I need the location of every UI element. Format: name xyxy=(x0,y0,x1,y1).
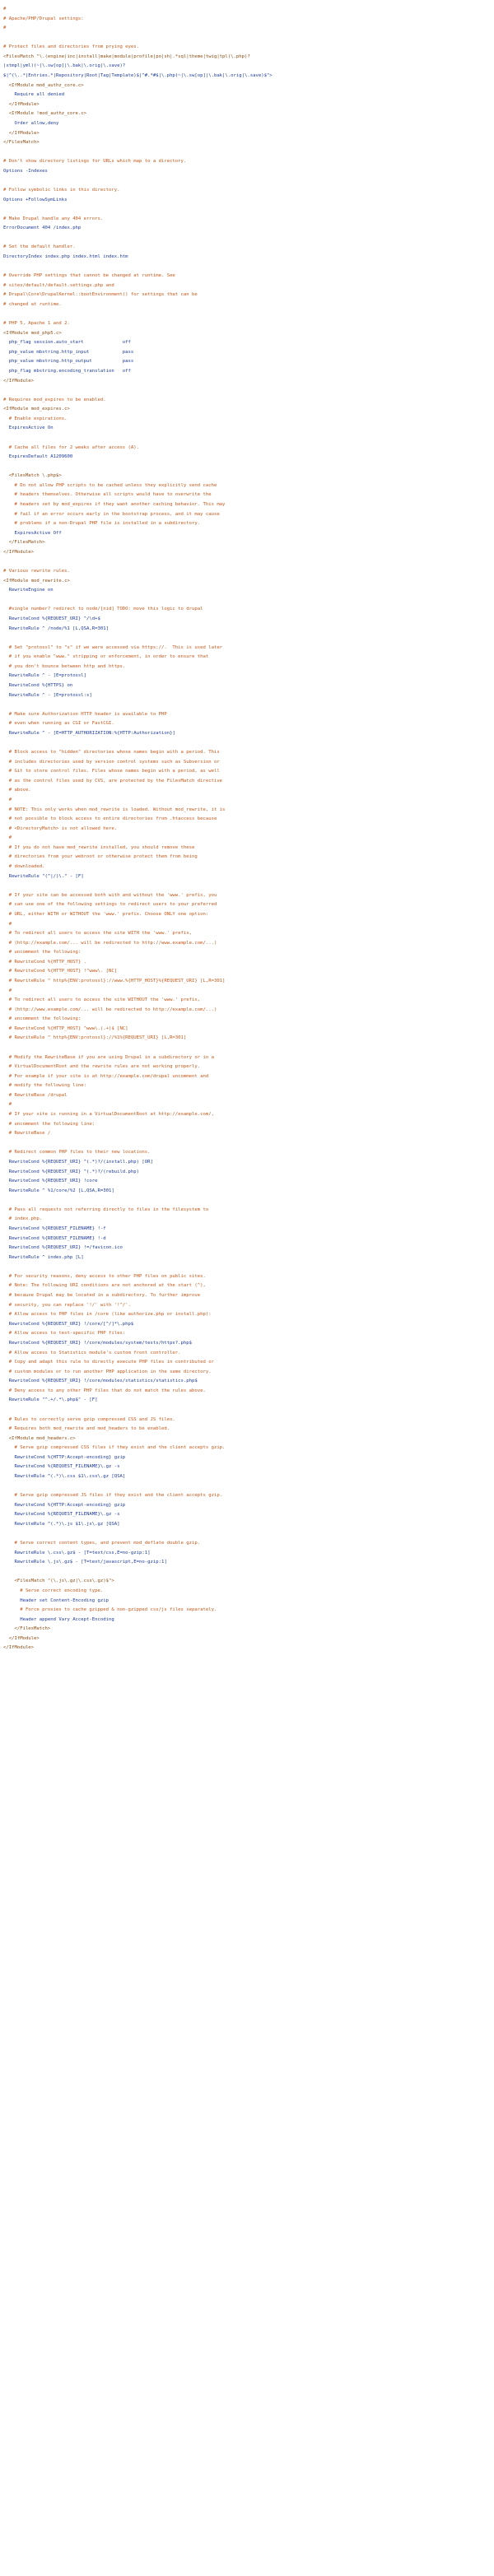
block-tag-line: </IfModule> xyxy=(3,1645,35,1651)
blank-line xyxy=(3,1406,494,1416)
directive-line: RewriteCond %{REQUEST_URI} !/core/[^/]*\.php$ xyxy=(3,1321,134,1327)
block-tag-line: </FilesMatch> xyxy=(3,540,45,546)
comment-line: # Git to store control files. Files whose names begin with a period, as well xyxy=(3,769,220,774)
comment-line: # RewriteRule ^ http%{ENV:protossl}://www.%{HTTP_HOST}%{REQUEST_URI} [L,R=301] xyxy=(3,978,226,983)
blank-line xyxy=(3,148,494,158)
directive-line: php_value mbstring.http_output pass xyxy=(3,359,134,365)
block-tag-line: </FilesMatch> xyxy=(3,140,40,146)
blank-line xyxy=(3,1568,494,1578)
comment-line: # downloaded. xyxy=(3,864,45,870)
comment-line: # index.php. xyxy=(3,1216,43,1222)
comment-line: # Serve gzip compressed JS files if they exist and the client accepts gzip. xyxy=(3,1493,223,1499)
comment-line: # Allow access to test-specific PHP files: xyxy=(3,1331,126,1337)
blank-line xyxy=(3,1262,494,1272)
directive-line: ExpiresActive On xyxy=(3,425,54,431)
blank-line xyxy=(3,634,494,644)
comment-line: # Block access to "hidden" directories whose names begin with a period. This xyxy=(3,750,220,756)
directive-line: RewriteCond %{REQUEST_URI} !/core/modules/system/tests/https?.php$ xyxy=(3,1340,193,1346)
directive-line: Order allow,deny xyxy=(3,120,59,126)
blank-line xyxy=(3,558,494,568)
directive-line: RewriteCond %{REQUEST_FILENAME} !-f xyxy=(3,1226,106,1231)
directive-line: Options +FollowSymLinks xyxy=(3,197,68,202)
blank-line xyxy=(3,739,494,749)
comment-line: # headers themselves. Otherwise all scripts would have to overwrite the xyxy=(3,492,212,498)
blank-line xyxy=(3,1044,494,1053)
blank-line xyxy=(3,463,494,472)
comment-line: # Redirect common PHP files to their new locations. xyxy=(3,1150,151,1155)
comment-line: # For example if your site is at http://example.com/drupal uncomment and xyxy=(3,1073,209,1079)
block-tag-line: </IfModule> xyxy=(3,130,40,136)
comment-line: # Do not allow PHP scripts to be cached unless they explicitly send cache xyxy=(3,482,217,488)
comment-line: # above. xyxy=(3,788,31,793)
comment-line: # because Drupal may be located in a subdirectory. To further improve xyxy=(3,1293,201,1299)
comment-line: # Copy and adapt this rule to directly execute PHP files in contributed or xyxy=(3,1360,214,1365)
directive-line: RewriteCond %{REQUEST_URI} ^(.*)?/(rebuild.php) xyxy=(3,1169,140,1174)
directive-line: ExpiresActive Off xyxy=(3,530,62,536)
directive-line: php_flag session.auto_start off xyxy=(3,340,131,346)
directive-line: RewriteRule "(^|/)\." - [F] xyxy=(3,873,84,879)
comment-line: # Apache/PHP/Drupal settings: xyxy=(3,16,84,21)
comment-line: # To redirect all users to access the site WITHOUT the 'www.' prefix, xyxy=(3,997,201,1003)
blank-line xyxy=(3,881,494,891)
block-tag-line: <IfModule mod_expires.c> xyxy=(3,407,70,412)
block-tag-line: <IfModule !mod_authz_core.c> xyxy=(3,111,87,117)
comment-line: # Set "protossl" to "s" if we were accessed via https://. This is used later xyxy=(3,644,223,650)
block-tag-line: <FilesMatch "\.(engine|inc|install|make|module|profile|po|sh|.*sql|theme|twig|tpl(\.php)? xyxy=(3,53,250,59)
comment-line: # (http://www.example.com/... will be redirected to http://example.com/...) xyxy=(3,1007,217,1012)
directive-line: Options -Indexes xyxy=(3,168,48,174)
comment-line: # Modify the RewriteBase if you are using Drupal in a subdirectory or in a xyxy=(3,1054,214,1060)
directive-line: RewriteRule ^ %1/core/%2 [L,QSA,R=301] xyxy=(3,1188,114,1193)
comment-line: # For security reasons, deny access to other PHP files on public sites. xyxy=(3,1273,206,1279)
directive-line: RewriteCond %{REQUEST_URI} !/core/modules/statistics/statistics.php$ xyxy=(3,1379,198,1384)
comment-line: # xyxy=(3,797,12,802)
block-tag-line: <FilesMatch "(\.js\.gz|\.css\.gz)$"> xyxy=(3,1579,114,1584)
directive-line: RewriteCond %{REQUEST_FILENAME}\.gz -s xyxy=(3,1512,120,1518)
comment-line: # Follow symbolic links in this directory. xyxy=(3,187,120,193)
comment-line: # RewriteBase / xyxy=(3,1131,51,1137)
directive-line: Header set Content-Encoding gzip xyxy=(3,1597,109,1603)
blank-line xyxy=(3,205,494,215)
comment-line: # Pass all requests not referring directly to files in the filesystem to xyxy=(3,1207,209,1212)
comment-line: # Force proxies to cache gzipped & non-gzipped css/js files separately. xyxy=(3,1607,217,1613)
comment-line: # headers set by mod_expires if they want another caching behavior. This may xyxy=(3,502,226,508)
directive-line: Header append Vary Accept-Encoding xyxy=(3,1616,114,1622)
comment-line: # Enable expirations. xyxy=(3,416,68,421)
comment-line: # changed at runtime. xyxy=(3,301,62,307)
directive-line: RewriteRule ^ index.php [L] xyxy=(3,1254,84,1260)
directive-line: ErrorDocument 404 /index.php xyxy=(3,226,82,231)
comment-line: # RewriteCond %{HTTP_HOST} ^www\.(.+)$ [NC] xyxy=(3,1025,128,1031)
block-tag-line: </FilesMatch> xyxy=(3,1626,51,1632)
directive-line: RewriteCond %{REQUEST_FILENAME}\.gz -s xyxy=(3,1464,120,1470)
comment-line: # uncomment the following: xyxy=(3,1016,82,1022)
comment-line: # NOTE: This only works when mod_rewrite is loaded. Without mod_rewrite, it is xyxy=(3,807,226,812)
comment-line: # xyxy=(3,921,12,927)
comment-line: # can use one of the following settings to redirect users to your preferred xyxy=(3,902,217,908)
comment-line: # xyxy=(3,1102,12,1108)
comment-line: # <DirectoryMatch> is not allowed here. xyxy=(3,825,118,831)
comment-line: # To redirect all users to access the site WITH the 'www.' prefix, xyxy=(3,931,193,937)
comment-line: # as the control files used by CVS, are protected by the FilesMatch directive xyxy=(3,778,223,783)
blank-line xyxy=(3,700,494,710)
comment-line: # If your site can be accessed both with and without the 'www.' prefix, you xyxy=(3,892,217,898)
comment-line: # Cache all files for 2 weeks after access (A). xyxy=(3,444,140,450)
comment-line: # PHP 5, Apache 1 and 2. xyxy=(3,321,70,327)
directive-line: DirectoryIndex index.php index.html index.htm xyxy=(3,254,128,260)
comment-line: #single number? redirect to node/[nid] TODO: move this logic to drupal xyxy=(3,607,203,612)
block-tag-line: <IfModule mod_rewrite.c> xyxy=(3,578,70,584)
comment-line: # xyxy=(3,988,12,993)
comment-line: # Protect files and directories from prying eyes. xyxy=(3,44,140,50)
directive-line: RewriteCond %{REQUEST_URI} ^/\d+$ xyxy=(3,616,100,621)
directive-line: $|^(\..*|Entries.*|Repository|Root|Tag|Template)$|^#.*#$|\.php(~|\.sw[op]|\.bak|\.orig|\.save)$"> xyxy=(3,73,273,79)
comment-line: # not possible to block access to entire directories from .htaccess because xyxy=(3,816,217,822)
block-tag-line: </IfModule> xyxy=(3,549,35,555)
comment-line: # Rules to correctly serve gzip compressed CSS and JS files. xyxy=(3,1416,175,1422)
directive-line: RewriteEngine on xyxy=(3,588,54,593)
directive-line: php_value mbstring.http_input pass xyxy=(3,349,134,355)
comment-line: # you don't bounce between http and https. xyxy=(3,663,126,669)
directive-line: RewriteCond %{HTTP:Accept-encoding} gzip xyxy=(3,1502,126,1508)
comment-line: # Serve gzip compressed CSS files if they exist and the client accepts gzip. xyxy=(3,1445,226,1451)
comment-line: # RewriteRule ^ http%{ENV:protossl}://%1%{REQUEST_URI} [L,R=301] xyxy=(3,1035,187,1041)
directive-line: RewriteRule ^ - [E=HTTP_AUTHORIZATION:%{HTTP:Authorization}] xyxy=(3,730,175,736)
comment-line: # RewriteCond %{HTTP_HOST} . xyxy=(3,959,87,965)
comment-line: # custom modules or to run another PHP application in the same directory. xyxy=(3,1369,212,1374)
comment-line: # RewriteCond %{HTTP_HOST} !^www\. [NC] xyxy=(3,969,118,974)
comment-line: # security, you can replace '!/' with '!^/'. xyxy=(3,1302,131,1308)
block-tag-line: <IfModule mod_headers.c> xyxy=(3,1435,76,1441)
comment-line: # Deny access to any other PHP files that do not match the rules above. xyxy=(3,1388,206,1393)
blank-line xyxy=(3,1139,494,1149)
blank-line xyxy=(3,434,494,444)
blank-line xyxy=(3,1482,494,1492)
comment-line: # Serve correct content types, and prevent mod_deflate double gzip. xyxy=(3,1541,201,1546)
comment-line: # Allow access to PHP files in /core (like authorize.php or install.php): xyxy=(3,1312,212,1318)
block-tag-line: <FilesMatch \.php$> xyxy=(3,473,62,479)
comment-line: # uncomment the following line: xyxy=(3,1121,96,1127)
directive-line: RewriteCond %{REQUEST_URI} ^(.*)?/(install.php) [OR] xyxy=(3,1159,153,1165)
directive-line: RewriteRule \.js\.gz$ - [T=text/javascript,E=no-gzip:1] xyxy=(3,1560,167,1565)
comment-line: # if you enable "www." stripping or enforcement, in order to ensure that xyxy=(3,654,209,660)
comment-line: # URL, either WITH or WITHOUT the 'www.' prefix. Choose ONLY one option: xyxy=(3,911,209,917)
block-tag-line: <IfModule mod_php5.c> xyxy=(3,330,62,336)
directive-line: ExpiresDefault A1209600 xyxy=(3,454,73,460)
directive-line: RewriteCond %{REQUEST_FILENAME} !-d xyxy=(3,1235,106,1241)
comment-line: # VirtualDocumentRoot and the rewrite rules are not working properly. xyxy=(3,1064,201,1070)
directive-line: RewriteRule ^ - [E=protossl] xyxy=(3,673,87,679)
blank-line xyxy=(3,1530,494,1540)
comment-line: # Note: The following URI conditions are not anchored at the start (^), xyxy=(3,1283,206,1289)
directive-line: RewriteCond %{HTTP:Accept-encoding} gzip xyxy=(3,1454,126,1460)
blank-line xyxy=(3,176,494,186)
comment-line: # Various rewrite rules. xyxy=(3,569,70,574)
block-tag-line: <IfModule mod_authz_core.c> xyxy=(3,82,84,88)
comment-line: # xyxy=(3,835,12,841)
comment-line: # uncomment the following: xyxy=(3,950,82,956)
comment-line: # Set the default handler. xyxy=(3,244,76,250)
block-tag-line: </IfModule> xyxy=(3,101,40,107)
comment-line: # modify the following line: xyxy=(3,1083,87,1089)
directive-line: Require all denied xyxy=(3,92,65,98)
directive-line: RewriteRule \.css\.gz$ - [T=text/css,E=no-gzip:1] xyxy=(3,1550,151,1555)
comment-line: # RewriteBase /drupal xyxy=(3,1092,68,1098)
directive-line: |xtmpl|yml)(~|\.sw[op]|\.bak|\.orig|\.save)? xyxy=(3,63,126,69)
blank-line xyxy=(3,263,494,272)
directive-line: RewriteRule ^ - [E=protossl:s] xyxy=(3,692,92,698)
directive-line: RewriteRule ^(.*)\.js $1\.js\.gz [QSA] xyxy=(3,1521,120,1527)
directive-line: RewriteRule ^ /node/%1 [L,QSA,R=301] xyxy=(3,625,109,631)
comment-line: # If you do not have mod_rewrite installed, you should remove these xyxy=(3,844,195,850)
comment-line: # Override PHP settings that cannot be changed at runtime. See xyxy=(3,273,175,279)
comment-line: # sites/default/default.settings.php and xyxy=(3,282,114,288)
comment-line: # Allow access to Statistics module's custom front controller. xyxy=(3,1350,181,1355)
comment-line: # xyxy=(3,26,7,31)
directive-line: RewriteCond %{REQUEST_URI} !core xyxy=(3,1179,98,1184)
directive-line: RewriteRule ^(.*)\.css $1\.css\.gz [QSA] xyxy=(3,1474,126,1480)
blank-line xyxy=(3,596,494,606)
comment-line: # xyxy=(3,7,7,12)
comment-line: # (http://example.com/... will be redirected to http://www.example.com/...) xyxy=(3,940,217,946)
blank-line xyxy=(3,34,494,44)
comment-line: # Make sure Authorization HTTP header is available to PHP xyxy=(3,711,167,717)
block-tag-line: </IfModule> xyxy=(3,378,35,384)
comment-line: # Requires both mod_rewrite and mod_headers to be enabled. xyxy=(3,1426,170,1432)
comment-line: # Make Drupal handle any 404 errors. xyxy=(3,216,104,221)
comment-line: # Serve correct encoding type. xyxy=(3,1588,104,1593)
blank-line xyxy=(3,1196,494,1206)
directive-line: RewriteCond %{REQUEST_URI} !=/favicon.ico xyxy=(3,1245,123,1251)
comment-line: # problems if a non-Drupal PHP file is installed in a subdirectory. xyxy=(3,521,201,527)
comment-line: # even when running as CGI or FastCGI. xyxy=(3,721,114,727)
comment-line: # Drupal\Core\DrupalKernel::bootEnvironment() for settings that can be xyxy=(3,292,198,298)
comment-line: # fail if an error occurs early in the bootstrap process, and it may cause xyxy=(3,511,220,517)
blank-line xyxy=(3,310,494,320)
directive-line: RewriteCond %{HTTPS} on xyxy=(3,683,73,689)
directive-line: RewriteRule "^.+/.*\.php$" - [F] xyxy=(3,1397,98,1403)
comment-line: # includes directories used by version control systems such as Subversion or xyxy=(3,759,220,765)
comment-line: # Requires mod_expires to be enabled. xyxy=(3,397,106,402)
directive-line: php_flag mbstring.encoding_translation off xyxy=(3,368,131,374)
comment-line: # If your site is running in a VirtualDocumentRoot at http://example.com/, xyxy=(3,1112,214,1118)
blank-line xyxy=(3,234,494,244)
comment-line: # directories from your webroot or otherwise protect them from being xyxy=(3,854,198,860)
block-tag-line: </IfModule> xyxy=(3,1635,40,1641)
comment-line: # Don't show directory listings for URLs which map to a directory. xyxy=(3,159,187,165)
blank-line xyxy=(3,386,494,396)
